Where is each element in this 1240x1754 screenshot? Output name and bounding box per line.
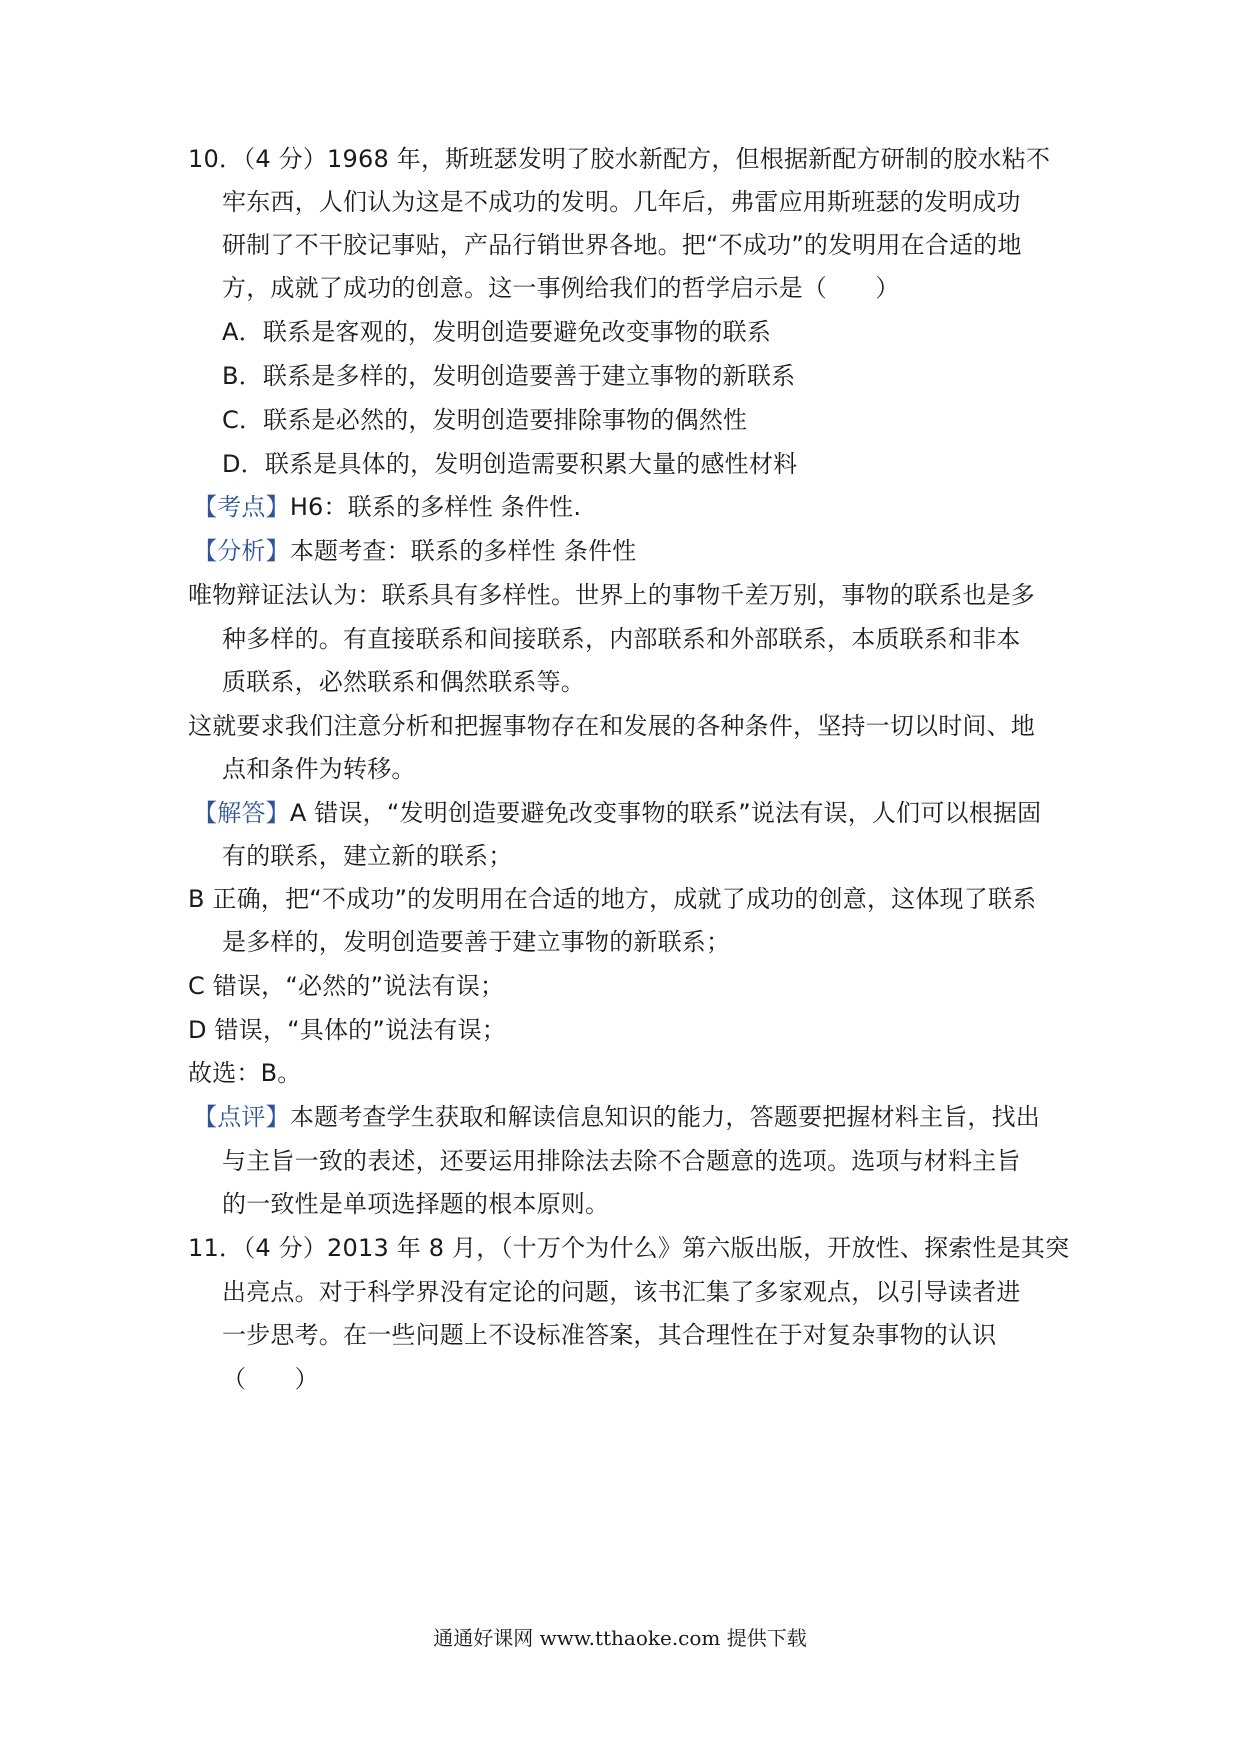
analysis-line-1: 唯物辩证法认为：联系具有多样性。世界上的事物千差万别，事物的联系也是多 xyxy=(188,581,1035,609)
q10-option-c: C．联系是必然的，发明创造要排除事物的偶然性 xyxy=(222,406,748,434)
dianping-line-2: 与主旨一致的表述，还要运用排除法去除不合题意的选项。选项与材料主旨 xyxy=(222,1147,1021,1175)
jieda-tag: 【解答】 xyxy=(193,799,290,827)
analysis-line-2: 种多样的。有直接联系和间接联系，内部联系和外部联系，本质联系和非本 xyxy=(222,625,1021,653)
kaodian-text: H6：联系的多样性 条件性. xyxy=(289,493,582,521)
q11-stem-line-1: 11．（4 分）2013 年 8 月，（十万个为什么》第六版出版，开放性、探索性是其突 xyxy=(188,1234,1070,1262)
analysis-line-4: 这就要求我们注意分析和把握事物存在和发展的各种条件，坚持一切以时间、地 xyxy=(188,712,1035,740)
q11-stem-line-2: 出亮点。对于科学界没有定论的问题，该书汇集了多家观点，以引导读者进 xyxy=(222,1278,1021,1306)
kaodian-tag: 【考点】 xyxy=(193,493,290,521)
page-footer: 通通好课网 www.tthaoke.com 提供下载 xyxy=(433,1626,807,1650)
dianping-line xyxy=(193,1102,1040,1132)
dianping-tag: 【点评】 xyxy=(193,1103,290,1131)
dianping-line-3: 的一致性是单项选择题的根本原则。 xyxy=(222,1190,610,1218)
jieda-second: 有的联系，建立新的联系； xyxy=(222,842,513,870)
q10-option-a: A．联系是客观的，发明创造要避免改变事物的联系 xyxy=(222,318,772,346)
dianping-first: 本题考查学生获取和解读信息知识的能力，答题要把握材料主旨，找出 xyxy=(289,1103,1041,1131)
fenxi-line xyxy=(193,536,636,566)
answer-line-5: 故选：B。 xyxy=(188,1059,302,1087)
answer-line-4: D 错误，“具体的”说法有误； xyxy=(188,1016,506,1044)
answer-line-1: B 正确，把“不成功”的发明用在合适的地方，成就了成功的创意，这体现了联系 xyxy=(188,885,1037,913)
q10-stem-line-2: 牢东西，人们认为这是不成功的发明。几年后，弗雷应用斯班瑟的发明成功 xyxy=(222,188,1021,216)
answer-line-2: 是多样的，发明创造要善于建立事物的新联系； xyxy=(222,928,731,956)
q10-stem-line-1: 10．（4 分）1968 年，斯班瑟发明了胶水新配方，但根据新配方研制的胶水粘不 xyxy=(188,145,1051,173)
q10-stem-line-3: 研制了不干胶记事贴，产品行销世界各地。把“不成功”的发明用在合适的地 xyxy=(222,231,1022,259)
q11-stem-line-4: （ ） xyxy=(222,1365,319,1393)
q11-stem-line-3: 一步思考。在一些问题上不设标准答案，其合理性在于对复杂事物的认识 xyxy=(222,1321,997,1349)
q10-option-d: D．联系是具体的，发明创造需要积累大量的感性材料 xyxy=(222,450,798,478)
q10-stem-line-4: 方，成就了成功的创意。这一事例给我们的哲学启示是（ ） xyxy=(222,274,900,302)
jieda-first: A 错误，“发明创造要避免改变事物的联系”说法有误，人们可以根据固 xyxy=(289,799,1042,827)
analysis-line-5: 点和条件为转移。 xyxy=(222,755,416,783)
q10-option-b: B．联系是多样的，发明创造要善于建立事物的新联系 xyxy=(222,362,796,390)
answer-line-3: C 错误，“必然的”说法有误； xyxy=(188,972,505,1000)
jieda-line xyxy=(193,798,1041,828)
analysis-line-3: 质联系，必然联系和偶然联系等。 xyxy=(222,668,585,696)
fenxi-text: 本题考查：联系的多样性 条件性 xyxy=(289,537,637,565)
kaodian-line xyxy=(193,492,581,522)
fenxi-tag: 【分析】 xyxy=(193,537,290,565)
